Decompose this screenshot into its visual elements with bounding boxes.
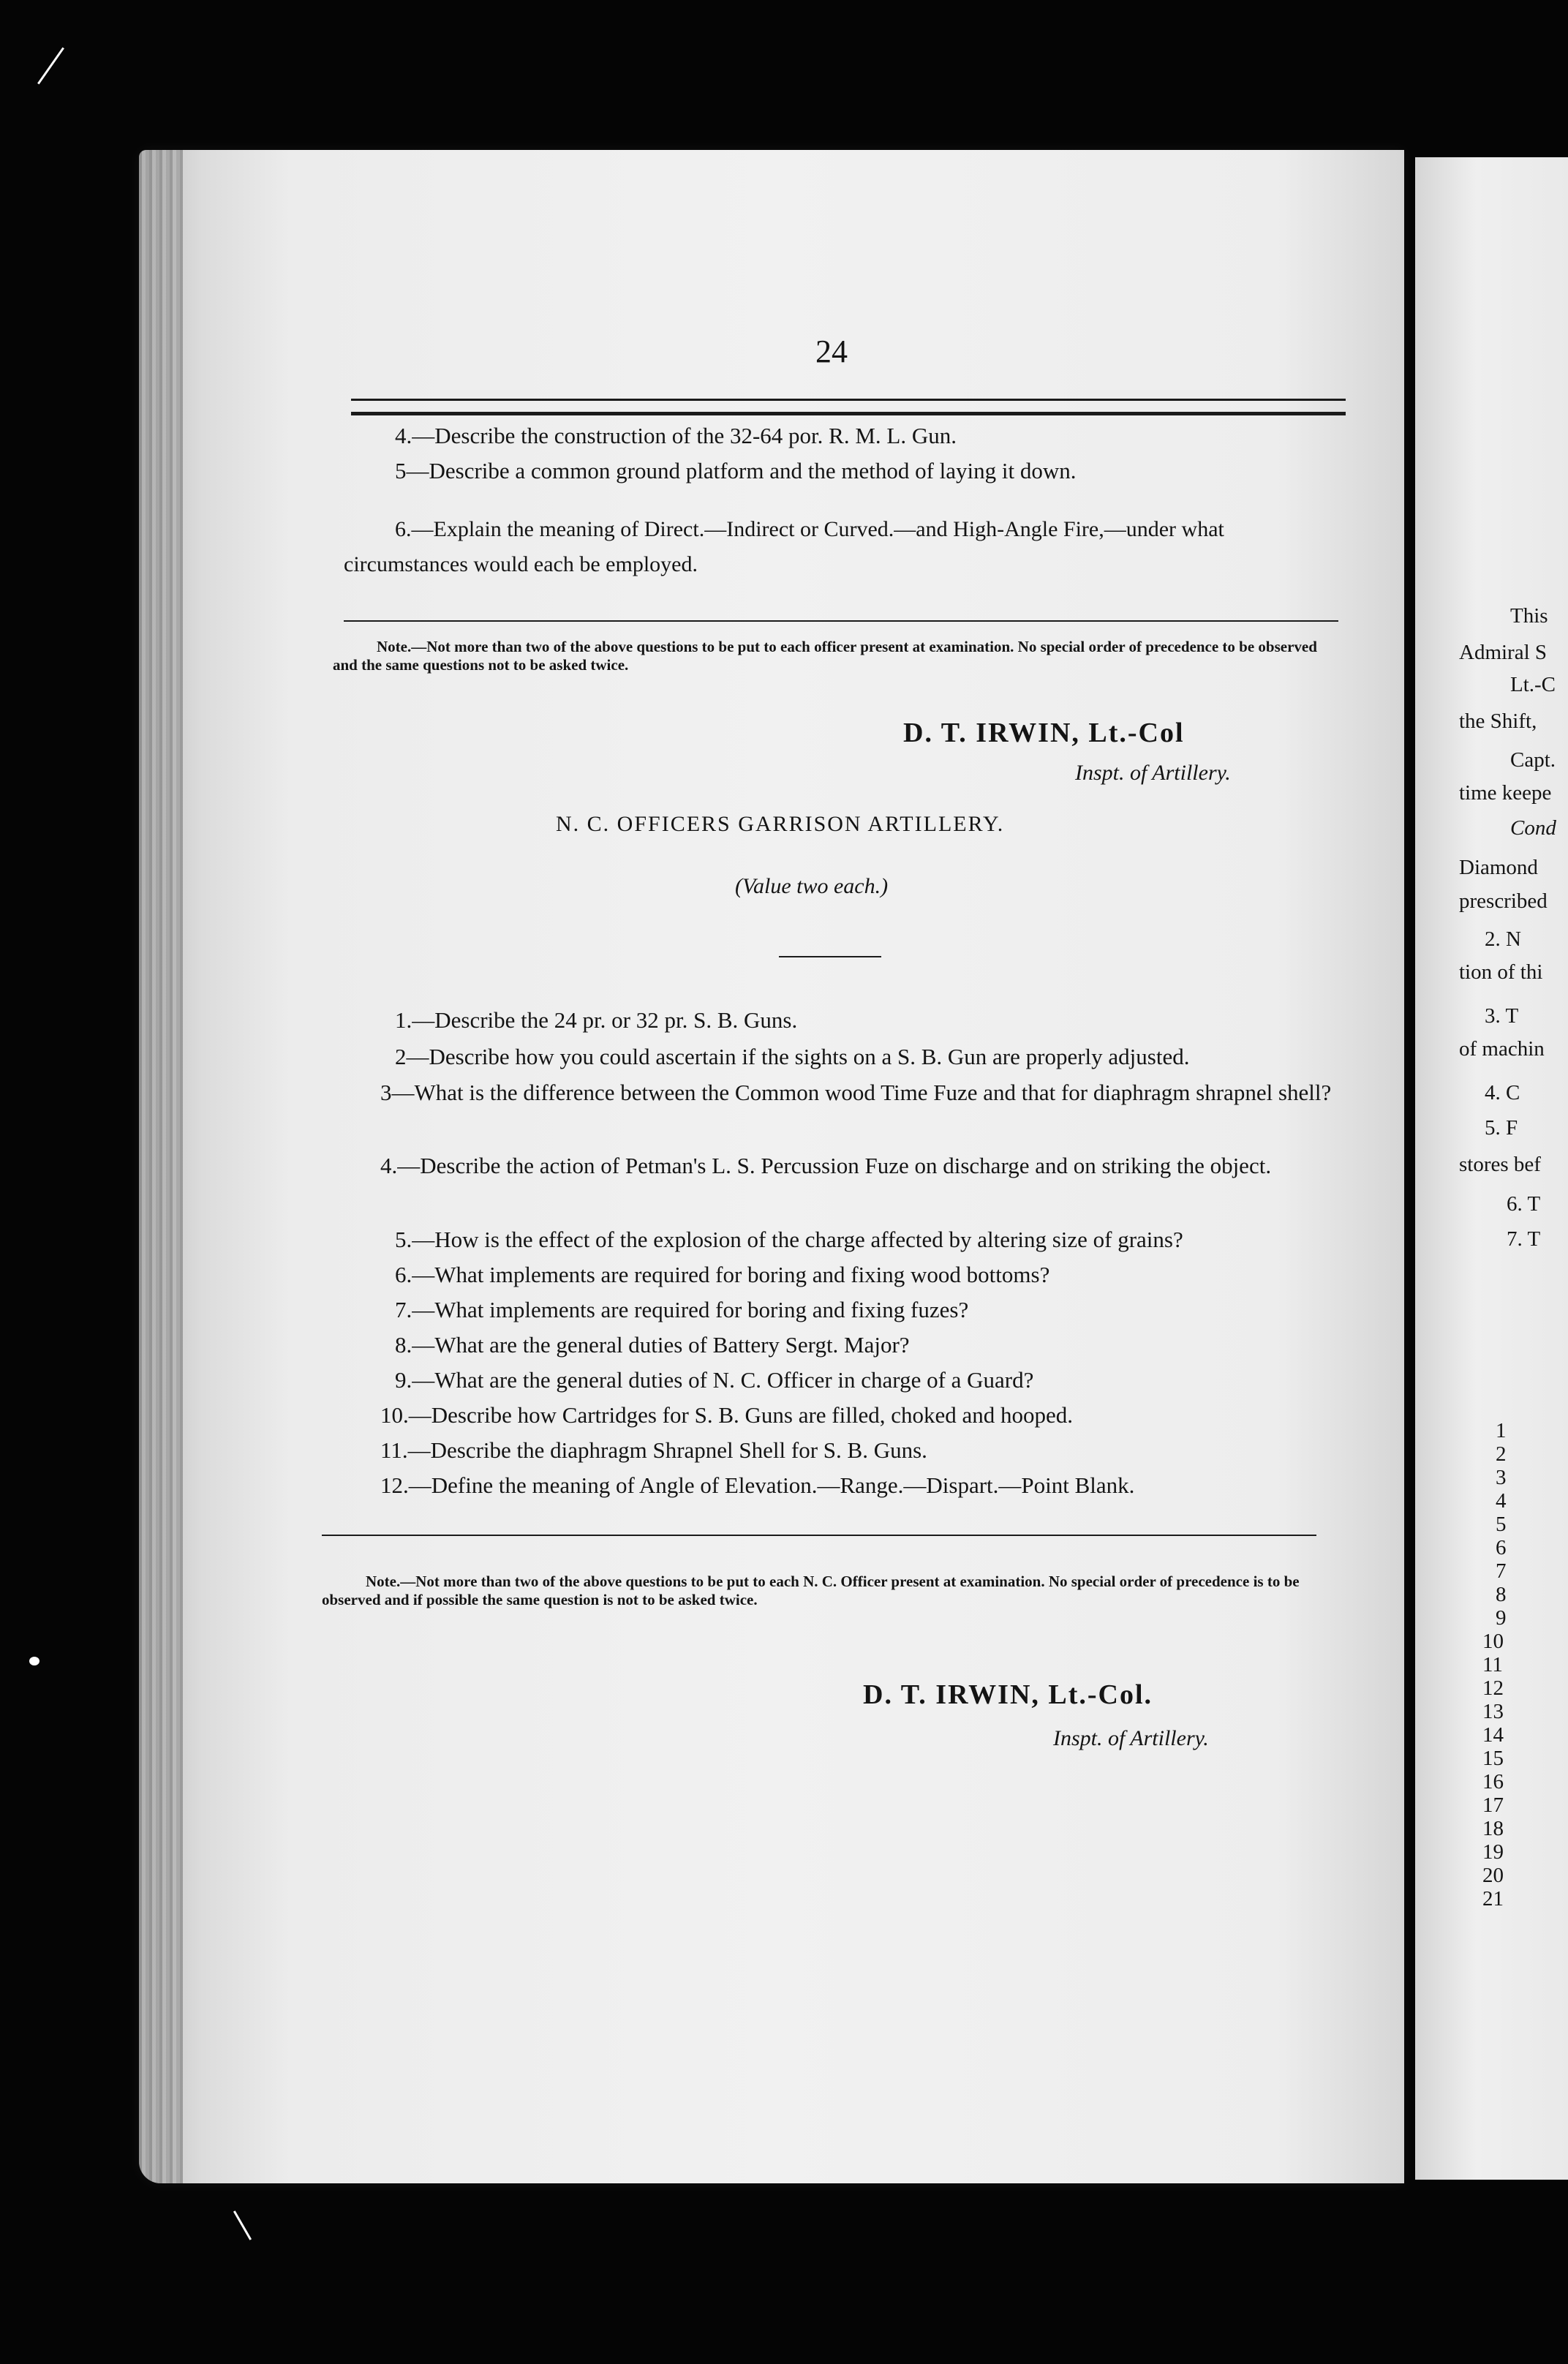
signature-title-2: Inspt. of Artillery. [1053, 1726, 1209, 1750]
short-rule [779, 956, 881, 957]
section-rule [344, 620, 1338, 622]
section-heading: N. C. OFFICERS GARRISON ARTILLERY. [556, 812, 1005, 836]
question-5: 5—Describe a common ground platform and the method of laying it down. [395, 458, 1077, 483]
right-number: 3 [1496, 1466, 1507, 1489]
signature-name-2: D. T. IRWIN, Lt.-Col. [863, 1679, 1153, 1710]
scan-artifact [37, 48, 64, 85]
right-number: 13 [1482, 1700, 1504, 1723]
nco-question-8: 8.—What are the general duties of Battery Sergt. Major? [395, 1332, 910, 1358]
nco-question-6: 6.—What implements are required for boring and fixing wood bottoms? [395, 1262, 1050, 1287]
right-number: 11 [1482, 1653, 1503, 1676]
right-number: 15 [1482, 1747, 1504, 1770]
nco-question-12: 12.—Define the meaning of Angle of Elevation.—Range.—Dispart.—Point Blank. [380, 1472, 1135, 1498]
note-1: Note.—Not more than two of the above questions to be put to each officer present at examination. No special order of precedence to be observed and the same questions not to be asked twice. [333, 638, 1317, 674]
right-number: 12 [1482, 1676, 1504, 1700]
right-number: 8 [1496, 1583, 1507, 1606]
right-number: 9 [1496, 1606, 1507, 1630]
right-number: 7 [1496, 1559, 1507, 1583]
header-rule-thick [351, 412, 1346, 415]
right-number: 19 [1482, 1840, 1504, 1864]
scan-artifact [29, 1657, 39, 1665]
right-line-18: 7. T [1507, 1227, 1541, 1251]
right-line-6: time keepe [1459, 781, 1552, 805]
right-line-11: tion of thi [1459, 960, 1543, 984]
right-line-5: Capt. [1510, 748, 1556, 772]
right-line-9: prescribed [1459, 889, 1548, 913]
right-number-list [1482, 1419, 1507, 1911]
right-number: 1 [1496, 1419, 1507, 1442]
right-number: 14 [1482, 1723, 1504, 1747]
right-line-17: 6. T [1507, 1192, 1541, 1216]
scan-artifact [233, 2210, 252, 2240]
nco-question-1: 1.—Describe the 24 pr. or 32 pr. S. B. Guns. [395, 1007, 798, 1033]
right-number: 6 [1496, 1536, 1507, 1559]
right-line-2: Admiral S [1459, 641, 1548, 664]
header-rule [351, 399, 1346, 401]
right-line-16: stores bef [1459, 1153, 1541, 1176]
right-line-14: 4. C [1485, 1081, 1520, 1104]
page-number: 24 [815, 334, 848, 369]
right-number: 16 [1482, 1770, 1504, 1793]
nco-question-9: 9.—What are the general duties of N. C. Officer in charge of a Guard? [395, 1367, 1034, 1393]
right-number: 21 [1482, 1887, 1504, 1911]
right-line-10: 2. N [1485, 927, 1521, 951]
right-number: 5 [1496, 1513, 1507, 1536]
question-6: 6.—Explain the meaning of Direct.—Indirect or Curved.—and High-Angle Fire,—under what circumstances would each be employed. [344, 517, 1224, 576]
question-4: 4.—Describe the construction of the 32-64 por. R. M. L. Gun. [395, 423, 957, 448]
right-line-1: This [1510, 604, 1548, 628]
note-2: Note.—Not more than two of the above questions to be put to each N. C. Officer present at examination. No special order of precedence is to be observed and if possible the same question is not to be asked twice. [322, 1573, 1300, 1608]
right-number: 2 [1496, 1442, 1507, 1466]
right-line-3: Lt.-C [1510, 673, 1556, 696]
right-line-15: 5. F [1485, 1116, 1518, 1140]
right-line-7: Cond [1510, 816, 1556, 840]
signature-name-1: D. T. IRWIN, Lt.-Col [903, 718, 1185, 748]
nco-question-10: 10.—Describe how Cartridges for S. B. Guns are filled, choked and hooped. [380, 1402, 1073, 1428]
section-rule-2 [322, 1535, 1316, 1536]
right-number: 10 [1482, 1630, 1504, 1653]
right-number: 20 [1482, 1864, 1504, 1887]
nco-question-5: 5.—How is the effect of the explosion of the charge affected by altering size of grains? [395, 1227, 1183, 1252]
right-number: 17 [1482, 1793, 1504, 1817]
right-line-13: of machin [1459, 1037, 1545, 1061]
nco-question-11: 11.—Describe the diaphragm Shrapnel Shell for S. B. Guns. [380, 1437, 927, 1463]
section-value: (Value two each.) [735, 874, 889, 898]
nco-question-3: 3—What is the difference between the Common wood Time Fuze and that for diaphragm shrapnel shell? [380, 1080, 1332, 1105]
nco-question-7: 7.—What implements are required for boring and fixing fuzes? [395, 1297, 969, 1322]
nco-question-4: 4.—Describe the action of Petman's L. S. Percussion Fuze on discharge and on striking the object. [380, 1153, 1272, 1178]
signature-title-1: Inspt. of Artillery. [1075, 761, 1231, 785]
right-number: 18 [1482, 1817, 1504, 1840]
right-line-4: the Shift, [1459, 709, 1537, 733]
right-line-12: 3. T [1485, 1004, 1519, 1028]
right-line-8: Diamond [1459, 856, 1538, 879]
right-number: 4 [1496, 1489, 1507, 1513]
nco-question-2: 2—Describe how you could ascertain if the sights on a S. B. Gun are properly adjusted. [395, 1044, 1190, 1069]
